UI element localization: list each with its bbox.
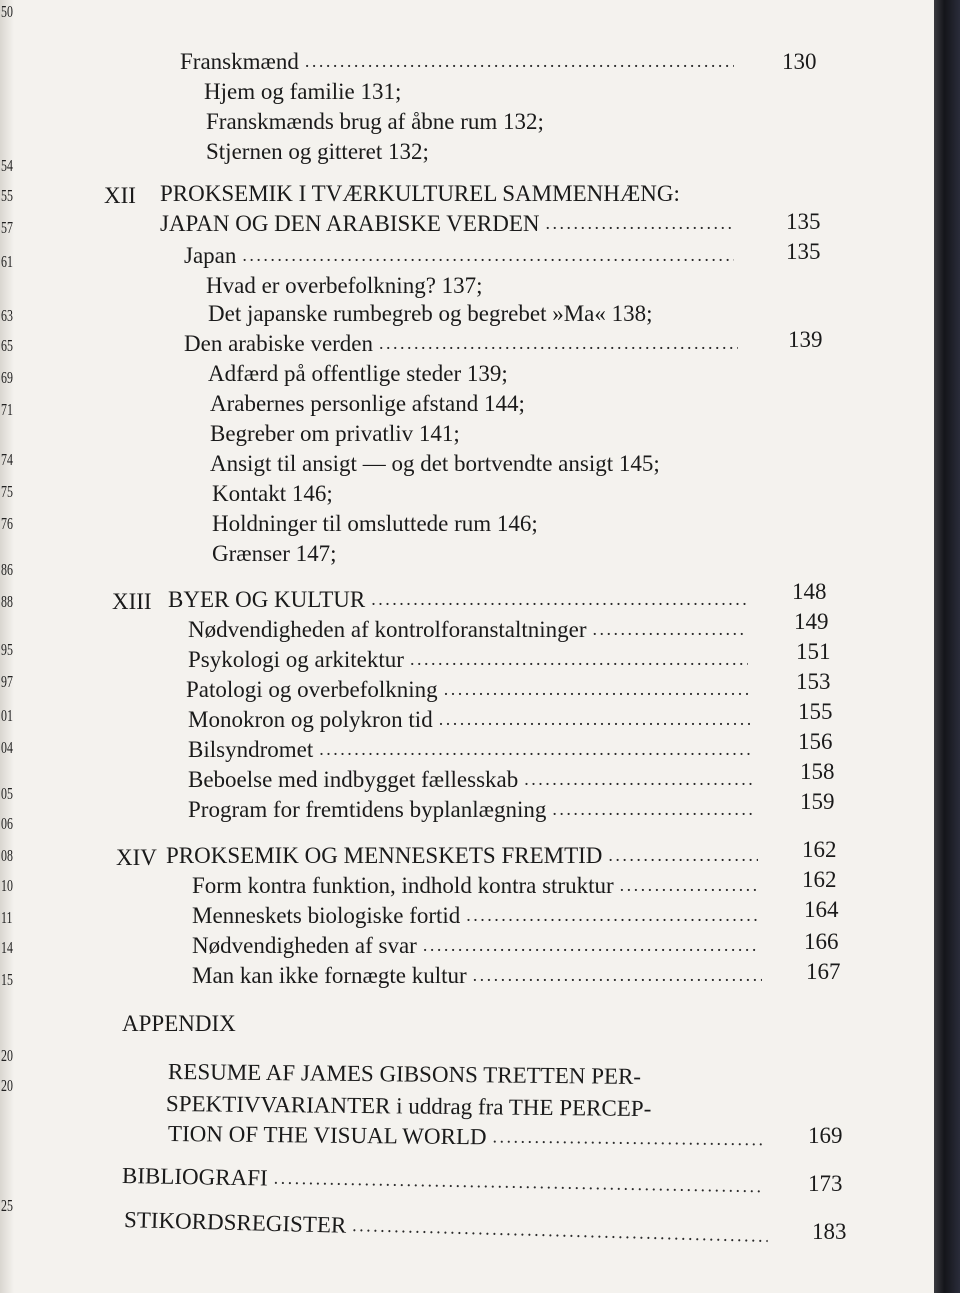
page-number: 135 [786,209,821,234]
page-number: 139 [788,327,823,352]
page-number: 151 [796,639,831,664]
gutter-number: 10 [1,876,13,895]
page-number: 183 [812,1219,847,1244]
entry-label: Nødvendigheden af svar [192,933,417,958]
leader-dots [492,1122,762,1153]
toc-entry[interactable] [192,872,764,901]
page-number: 148 [792,579,827,604]
subtopic: Franskmænds brug af åbne rum 132; [206,109,544,134]
leader-dots [423,931,760,959]
toc-entry[interactable] [192,932,766,961]
appendix-title-cont: SPEKTIVVARIANTER i uddrag fra THE PERCEP- [165,1091,652,1122]
entry-label: Den arabiske verden [184,331,374,356]
leader-dots [439,705,750,733]
gutter-number: 01 [1,706,13,725]
gutter-number: 61 [1,252,13,271]
appendix-title-end: TION OF THE VISUAL WORLD [167,1121,487,1150]
leader-dots [444,675,750,703]
toc-entry[interactable] [184,242,740,271]
toc-entry[interactable] [188,766,758,795]
subtopic: Hjem og familie 131; [204,79,402,104]
gutter-number: 55 [1,186,13,205]
subtopic: Hvad er overbefolkning? 137; [206,273,483,298]
page-number: 158 [800,759,835,784]
leader-dots [379,329,738,357]
leader-dots [410,645,748,673]
subtopic: Kontakt 146; [212,481,333,506]
toc-entry[interactable] [180,48,740,77]
gutter-number: 69 [1,368,13,387]
toc-entry[interactable] [186,676,756,705]
gutter-number: 75 [1,482,13,501]
page-number: 162 [802,867,837,892]
page-number: 149 [794,609,829,634]
leader-dots [273,1164,764,1201]
toc-entry[interactable] [166,842,764,871]
chapter-title: PROKSEMIK OG MENNESKETS FREMTID [166,843,603,868]
gutter-number: 76 [1,514,13,533]
leader-dots [466,901,760,929]
leader-dots [552,795,754,823]
entry-label: Bilsyndromet [188,737,314,762]
gutter-number: 11 [1,908,13,927]
chapter-number: XIII [112,589,152,614]
toc-entry[interactable] [188,796,760,825]
gutter-number: 57 [1,218,13,237]
page-number: 159 [800,789,835,814]
entry-label: Nødvendigheden af kontrolforanstaltninger [188,617,587,642]
entry-label: Program for fremtidens byplanlægning [188,797,547,822]
leader-dots [620,871,758,899]
subtopic: Begreber om privatliv 141; [210,421,460,446]
entry-label: BIBLIOGRAFI [121,1163,268,1191]
entry-label: Beboelse med indbygget fællesskab [188,767,519,792]
gutter-number: 50 [1,2,13,21]
subtopic: Adfærd på offentlige steder 139; [208,361,508,386]
entry-label: STIKORDSREGISTER [123,1207,347,1238]
leader-dots [524,765,752,793]
gutter-number: 08 [1,846,13,865]
page-number: 166 [804,929,839,954]
leader-dots [546,209,734,237]
gutter-number: 06 [1,814,13,833]
leader-dots [371,585,746,613]
leader-dots [352,1211,768,1250]
toc-entry[interactable] [188,646,754,675]
gutter-number: 20 [1,1076,13,1095]
chapter-title[interactable]: PROKSEMIK I TVÆRKULTUREL SAMMENHÆNG: [160,181,680,206]
toc-entry[interactable] [122,1162,770,1202]
gutter-number: 14 [1,938,13,957]
gutter-number: 88 [1,592,13,611]
page-number: 135 [786,239,821,264]
gutter-number: 63 [1,306,13,325]
entry-label: Man kan ikke fornægte kultur [192,963,467,988]
leader-dots [242,241,734,269]
appendix-title[interactable]: RESUME AF JAMES GIBSONS TRETTEN PER- [167,1059,642,1089]
page-number: 162 [802,837,837,862]
entry-label: Menneskets biologiske fortid [192,903,461,928]
page-number: 169 [808,1123,843,1148]
leader-dots [593,615,746,643]
page-number: 167 [806,959,841,984]
toc-entry[interactable] [192,962,768,991]
toc-entry[interactable] [188,616,752,645]
entry-label: Psykologi og arkitektur [188,647,404,672]
leader-dots [608,841,758,869]
entry-label: Monokron og polykron tid [188,707,433,732]
chapter-number: XII [104,183,136,208]
gutter-number: 97 [1,672,13,691]
toc-entry[interactable] [188,706,756,735]
gutter-number: 71 [1,400,13,419]
gutter-number: 25 [1,1196,13,1215]
toc-entry[interactable] [188,736,756,765]
gutter-number: 04 [1,738,13,757]
entry-label: Patologi og overbefolkning [186,677,438,702]
entry-label: Japan [184,243,237,268]
page-number: 153 [796,669,831,694]
toc-entry[interactable] [124,1206,775,1252]
chapter-number: XIV [116,845,157,870]
leader-dots [319,735,750,763]
leader-dots [305,47,734,75]
toc-entry[interactable] [168,586,752,615]
page-number: 130 [782,49,817,74]
gutter-number: 15 [1,970,13,989]
subtopic: Ansigt til ansigt — og det bortvendte ansigt 145; [210,451,660,476]
subtopic: Arabernes personlige afstand 144; [210,391,525,416]
chapter-title-cont: JAPAN OG DEN ARABISKE VERDEN [160,211,540,236]
entry-label: Form kontra funktion, indhold kontra struktur [192,873,614,898]
subtopic: Stjernen og gitteret 132; [206,139,429,164]
gutter-number: 95 [1,640,13,659]
gutter-number: 86 [1,560,13,579]
gutter-number: 74 [1,450,13,469]
subtopic: Det japanske rumbegreb og begrebet »Ma« 138; [208,301,653,326]
toc-entry[interactable] [168,1120,768,1155]
gutter-number: 65 [1,336,13,355]
page-number: 156 [798,729,833,754]
subtopic: Grænser 147; [212,541,337,566]
toc-entry[interactable] [184,330,744,359]
gutter-number: 20 [1,1046,13,1065]
gutter-number: 05 [1,784,13,803]
gutter-number: 54 [1,156,13,175]
page-number: 155 [798,699,833,724]
chapter-title: BYER OG KULTUR [168,587,366,612]
page-number: 173 [808,1171,843,1196]
leader-dots [473,961,762,989]
toc-entry[interactable] [192,902,766,931]
subtopic: Holdninger til omsluttede rum 146; [212,511,538,536]
entry-label: Franskmænd [180,49,299,74]
appendix-heading[interactable]: APPENDIX [122,1011,236,1036]
page-number: 164 [804,897,839,922]
toc-entry[interactable] [160,210,740,239]
